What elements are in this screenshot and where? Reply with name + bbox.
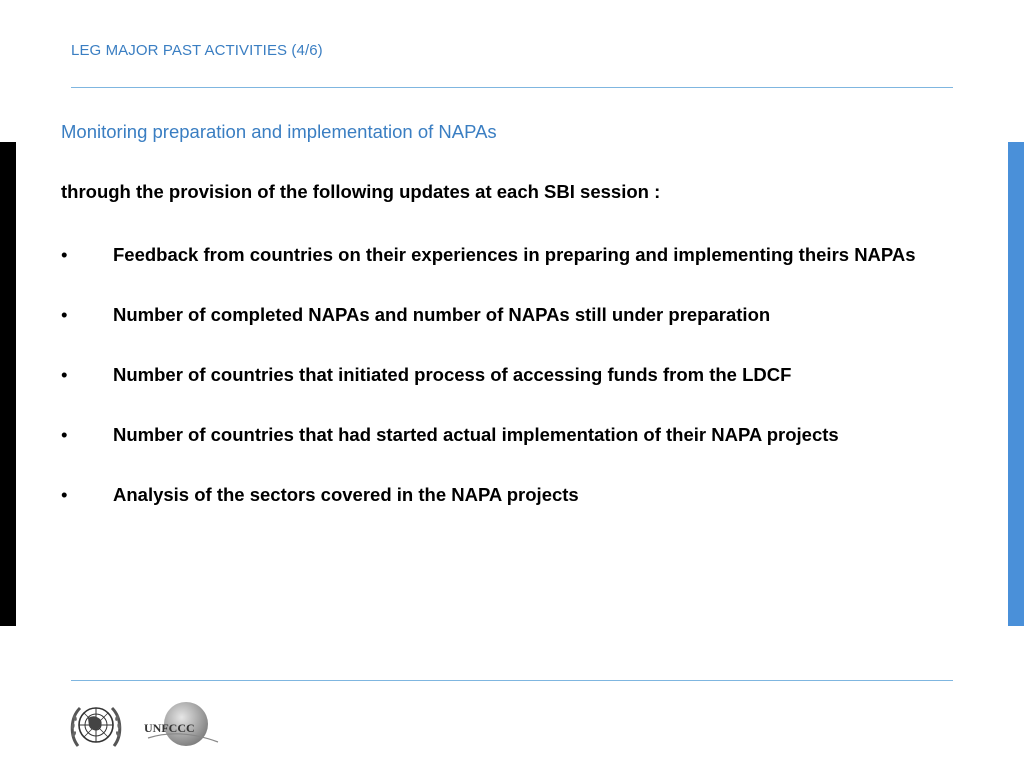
un-emblem-icon	[68, 700, 124, 752]
bullet-marker: •	[61, 364, 68, 385]
bullet-item	[61, 360, 961, 390]
footer-logos	[68, 696, 228, 756]
bullet-text: Feedback from countries on their experiences in preparing and implementing theirs NAPAs	[113, 244, 916, 265]
bullet-marker: •	[61, 244, 68, 265]
bullet-text: Number of countries that had started actual implementation of their NAPA projects	[113, 424, 839, 445]
header-divider	[71, 87, 953, 88]
footer-divider	[71, 680, 953, 681]
slide-header-title: LEG MAJOR PAST ACTIVITIES (4/6)	[71, 42, 323, 59]
unfccc-logo-text: UNFCCC	[144, 721, 195, 735]
unfccc-logo-icon	[140, 698, 220, 754]
intro-text: through the provision of the following updates at each SBI session :	[61, 181, 661, 202]
bullet-item	[61, 480, 961, 510]
bullet-item	[61, 420, 961, 450]
bullet-text: Number of countries that initiated process of accessing funds from the LDCF	[113, 364, 792, 385]
right-accent-bar	[1008, 142, 1024, 626]
bullet-text: Analysis of the sectors covered in the NAPA projects	[113, 484, 579, 505]
bullet-list	[61, 240, 961, 540]
bullet-item	[61, 300, 961, 330]
slide-subtitle: Monitoring preparation and implementation of NAPAs	[61, 121, 497, 142]
bullet-marker: •	[61, 304, 68, 325]
bullet-marker: •	[61, 424, 68, 445]
bullet-text: Number of completed NAPAs and number of NAPAs still under preparation	[113, 304, 771, 325]
bullet-marker: •	[61, 484, 68, 505]
left-accent-bar	[0, 142, 16, 626]
bullet-item	[61, 240, 961, 270]
